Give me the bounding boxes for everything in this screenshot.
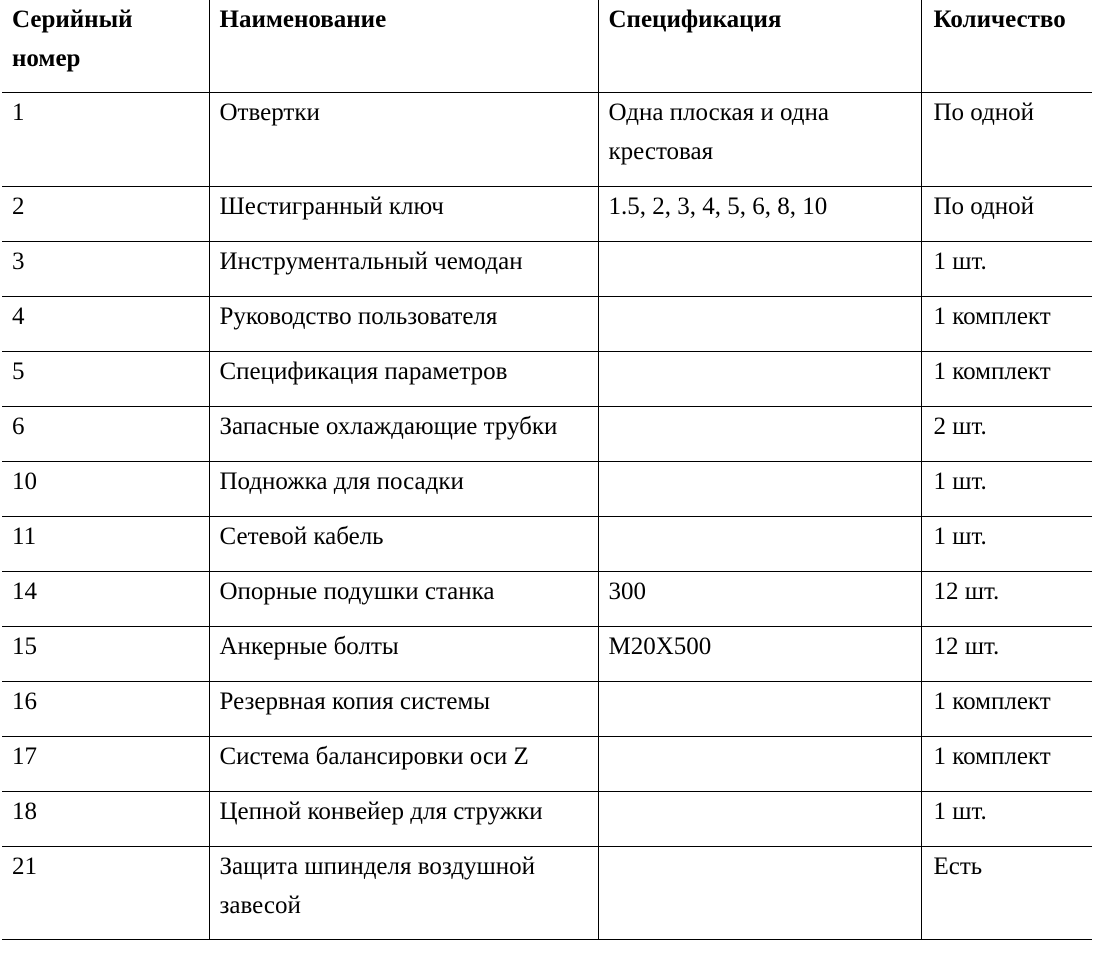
cell-qty: 1 шт. [921,517,1092,572]
cell-spec [598,352,921,407]
cell-name: Цепной конвейер для стружки [209,792,598,847]
cell-name: Анкерные болты [209,627,598,682]
cell-serial: 10 [2,462,209,517]
cell-qty: 1 шт. [921,792,1092,847]
cell-name: Сетевой кабель [209,517,598,572]
cell-name: Система балансировки оси Z [209,737,598,792]
cell-serial: 2 [2,187,209,242]
header-name: Наименование [209,0,598,93]
cell-serial: 6 [2,407,209,462]
table-row [2,93,1092,187]
table-row [2,297,1092,352]
cell-serial: 15 [2,627,209,682]
table-row [2,792,1092,847]
cell-spec [598,682,921,737]
cell-serial: 5 [2,352,209,407]
cell-spec [598,407,921,462]
cell-name: Инструментальный чемодан [209,242,598,297]
cell-serial: 4 [2,297,209,352]
cell-name: Руководство пользователя [209,297,598,352]
table-row [2,847,1092,940]
header-specification: Спецификация [598,0,921,93]
cell-serial: 17 [2,737,209,792]
cell-qty: По одной [921,93,1092,187]
cell-name: Опорные подушки станка [209,572,598,627]
table-row [2,352,1092,407]
cell-qty: Есть [921,847,1092,940]
cell-name: Отвертки [209,93,598,187]
cell-qty: 12 шт. [921,627,1092,682]
table-row [2,627,1092,682]
table-row [2,572,1092,627]
accessories-table [2,0,1092,940]
cell-spec [598,792,921,847]
cell-qty: 1 комплект [921,737,1092,792]
cell-qty: 1 шт. [921,462,1092,517]
table-row [2,737,1092,792]
cell-serial: 1 [2,93,209,187]
cell-spec [598,847,921,940]
cell-serial: 3 [2,242,209,297]
cell-spec [598,737,921,792]
cell-spec [598,242,921,297]
cell-spec: 300 [598,572,921,627]
cell-serial: 18 [2,792,209,847]
cell-serial: 21 [2,847,209,940]
table-row [2,242,1092,297]
cell-name: Запасные охлаждающие трубки [209,407,598,462]
cell-name: Резервная копия системы [209,682,598,737]
table-body [2,93,1092,940]
cell-name: Спецификация параметров [209,352,598,407]
cell-qty: 12 шт. [921,572,1092,627]
cell-qty: 1 комплект [921,352,1092,407]
table-row [2,407,1092,462]
cell-spec [598,297,921,352]
table-row [2,187,1092,242]
header-quantity: Количество [921,0,1092,93]
header-row [2,0,1092,93]
cell-serial: 11 [2,517,209,572]
cell-serial: 14 [2,572,209,627]
cell-name: Защита шпинделя воздушной завесой [209,847,598,940]
cell-qty: 2 шт. [921,407,1092,462]
table-row [2,462,1092,517]
cell-spec: M20X500 [598,627,921,682]
cell-name: Шестигранный ключ [209,187,598,242]
cell-qty: По одной [921,187,1092,242]
cell-qty: 1 комплект [921,297,1092,352]
table-row [2,517,1092,572]
table-row [2,682,1092,737]
table-header [2,0,1092,93]
cell-serial: 16 [2,682,209,737]
header-serial-number: Серийный номер [2,0,209,93]
cell-spec [598,462,921,517]
cell-qty: 1 шт. [921,242,1092,297]
cell-spec [598,517,921,572]
cell-spec: 1.5, 2, 3, 4, 5, 6, 8, 10 [598,187,921,242]
cell-qty: 1 комплект [921,682,1092,737]
cell-spec: Одна плоская и одна крестовая [598,93,921,187]
cell-name: Подножка для посадки [209,462,598,517]
